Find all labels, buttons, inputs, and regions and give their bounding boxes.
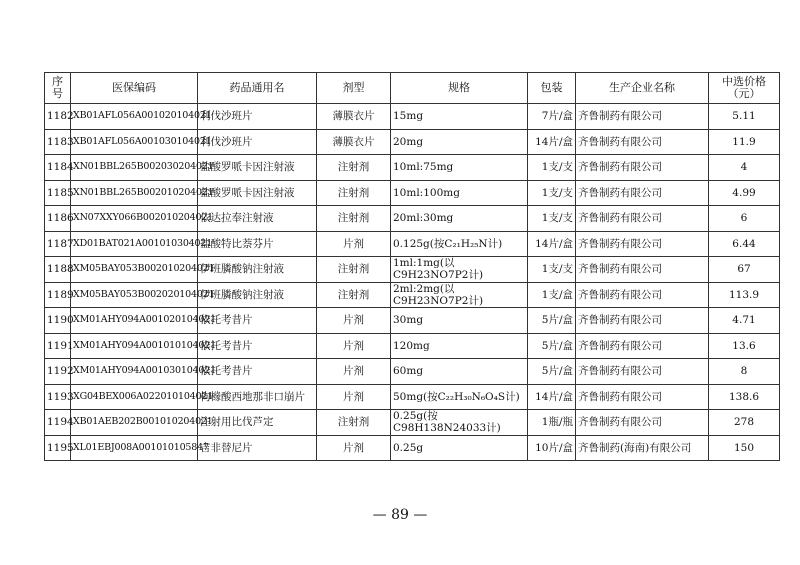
cell-price: 11.9	[709, 129, 780, 155]
cell-spec: 60mg	[391, 359, 528, 385]
cell-drug-name: 利伐沙班片	[198, 129, 317, 155]
cell-index: 1183	[45, 129, 71, 155]
table-row	[45, 333, 780, 359]
cell-package: 10片/盒	[528, 435, 576, 461]
cell-package: 1支/盒	[528, 282, 576, 308]
cell-drug-name: 依托考昔片	[198, 359, 317, 385]
cell-manufacturer: 齐鲁制药有限公司	[576, 333, 709, 359]
cell-index: 1192	[45, 359, 71, 385]
cell-spec: 15mg	[391, 104, 528, 130]
cell-code: XD01BAT021A001010304021	[71, 231, 198, 257]
header-spec: 规格	[391, 73, 528, 104]
cell-index: 1193	[45, 384, 71, 410]
cell-spec: 0.125g(按C₂₁H₂₅N计)	[391, 231, 528, 257]
drug-price-table	[44, 72, 780, 461]
cell-package: 5片/盒	[528, 308, 576, 334]
cell-price: 67	[709, 257, 780, 283]
cell-drug-name: 盐酸特比萘芬片	[198, 231, 317, 257]
cell-index: 1194	[45, 410, 71, 436]
cell-code: XM05BAY053B002020104021	[71, 282, 198, 308]
cell-index: 1189	[45, 282, 71, 308]
table-row	[45, 104, 780, 130]
header-code: 医保编码	[71, 73, 198, 104]
cell-package: 1支/支	[528, 155, 576, 181]
cell-price: 150	[709, 435, 780, 461]
page-number: — 89 —	[372, 507, 428, 523]
cell-dosage-form: 片剂	[317, 359, 391, 385]
header-dosage-form: 剂型	[317, 73, 391, 104]
table-row	[45, 129, 780, 155]
header-manufacturer: 生产企业名称	[576, 73, 709, 104]
table-header-row	[45, 73, 780, 104]
cell-drug-name: 伊班膦酸钠注射液	[198, 257, 317, 283]
cell-dosage-form: 注射剂	[317, 155, 391, 181]
cell-manufacturer: 齐鲁制药有限公司	[576, 155, 709, 181]
table-row	[45, 257, 780, 283]
cell-manufacturer: 齐鲁制药有限公司	[576, 180, 709, 206]
cell-code: XM01AHY094A001020104021	[71, 308, 198, 334]
cell-index: 1188	[45, 257, 71, 283]
table-row	[45, 308, 780, 334]
cell-price: 113.9	[709, 282, 780, 308]
cell-dosage-form: 注射剂	[317, 206, 391, 232]
cell-spec: 20ml:30mg	[391, 206, 528, 232]
cell-manufacturer: 齐鲁制药有限公司	[576, 231, 709, 257]
cell-manufacturer: 齐鲁制药有限公司	[576, 384, 709, 410]
cell-code: XN01BBL265B002010204021	[71, 180, 198, 206]
header-package: 包装	[528, 73, 576, 104]
cell-spec: 10ml:100mg	[391, 180, 528, 206]
cell-dosage-form: 片剂	[317, 308, 391, 334]
cell-code: XG04BEX006A022010104021	[71, 384, 198, 410]
cell-index: 1191	[45, 333, 71, 359]
cell-index: 1185	[45, 180, 71, 206]
cell-code: XN01BBL265B002030204021	[71, 155, 198, 181]
cell-dosage-form: 注射剂	[317, 282, 391, 308]
table-row	[45, 282, 780, 308]
cell-dosage-form: 片剂	[317, 384, 391, 410]
cell-dosage-form: 注射剂	[317, 257, 391, 283]
cell-drug-name: 依托考昔片	[198, 333, 317, 359]
cell-drug-name: 盐酸罗哌卡因注射液	[198, 180, 317, 206]
cell-package: 7片/盒	[528, 104, 576, 130]
table-row	[45, 155, 780, 181]
cell-price: 4.99	[709, 180, 780, 206]
cell-manufacturer: 齐鲁制药有限公司	[576, 359, 709, 385]
cell-manufacturer: 齐鲁制药有限公司	[576, 257, 709, 283]
cell-spec: 30mg	[391, 308, 528, 334]
cell-dosage-form: 注射剂	[317, 410, 391, 436]
cell-price: 6.44	[709, 231, 780, 257]
cell-manufacturer: 齐鲁制药有限公司	[576, 206, 709, 232]
cell-drug-name: 盐酸罗哌卡因注射液	[198, 155, 317, 181]
cell-dosage-form: 片剂	[317, 231, 391, 257]
cell-dosage-form: 薄膜衣片	[317, 104, 391, 130]
table-row	[45, 359, 780, 385]
table-row	[45, 410, 780, 436]
table-row	[45, 384, 780, 410]
cell-package: 14片/盒	[528, 384, 576, 410]
cell-code: XB01AFL056A001020104021	[71, 104, 198, 130]
cell-package: 1支/支	[528, 180, 576, 206]
cell-drug-name: 伊班膦酸钠注射液	[198, 282, 317, 308]
cell-spec: 120mg	[391, 333, 528, 359]
cell-manufacturer: 齐鲁制药有限公司	[576, 410, 709, 436]
cell-manufacturer: 齐鲁制药(海南)有限公司	[576, 435, 709, 461]
cell-price: 5.11	[709, 104, 780, 130]
cell-manufacturer: 齐鲁制药有限公司	[576, 129, 709, 155]
cell-spec: 2ml:2mg(以C9H23NO7P2计)	[391, 282, 528, 308]
cell-drug-name: 依达拉奉注射液	[198, 206, 317, 232]
cell-manufacturer: 齐鲁制药有限公司	[576, 282, 709, 308]
cell-index: 1186	[45, 206, 71, 232]
cell-code: XM01AHY094A001030104021	[71, 359, 198, 385]
cell-code: XL01EBJ008A001010105847	[71, 435, 198, 461]
cell-package: 1瓶/瓶	[528, 410, 576, 436]
table-row	[45, 435, 780, 461]
cell-code: XB01AFL056A001030104021	[71, 129, 198, 155]
cell-drug-name: 吉非替尼片	[198, 435, 317, 461]
cell-package: 5片/盒	[528, 333, 576, 359]
cell-dosage-form: 片剂	[317, 333, 391, 359]
cell-spec: 1ml:1mg(以C9H23NO7P2计)	[391, 257, 528, 283]
cell-spec: 0.25g	[391, 435, 528, 461]
cell-price: 4	[709, 155, 780, 181]
cell-index: 1182	[45, 104, 71, 130]
cell-manufacturer: 齐鲁制药有限公司	[576, 308, 709, 334]
cell-price: 138.6	[709, 384, 780, 410]
cell-code: XM01AHY094A001010104021	[71, 333, 198, 359]
cell-dosage-form: 片剂	[317, 435, 391, 461]
cell-drug-name: 依托考昔片	[198, 308, 317, 334]
cell-package: 14片/盒	[528, 129, 576, 155]
cell-spec: 20mg	[391, 129, 528, 155]
cell-price: 8	[709, 359, 780, 385]
header-price: 中选价格（元）	[709, 73, 780, 104]
cell-index: 1195	[45, 435, 71, 461]
cell-index: 1184	[45, 155, 71, 181]
table-row	[45, 180, 780, 206]
cell-package: 14片/盒	[528, 231, 576, 257]
cell-code: XM05BAY053B002010204021	[71, 257, 198, 283]
cell-dosage-form: 薄膜衣片	[317, 129, 391, 155]
cell-price: 4.71	[709, 308, 780, 334]
cell-index: 1187	[45, 231, 71, 257]
cell-drug-name: 利伐沙班片	[198, 104, 317, 130]
header-index: 序号	[45, 73, 71, 104]
cell-drug-name: 枸橼酸西地那非口崩片	[198, 384, 317, 410]
cell-spec: 10ml:75mg	[391, 155, 528, 181]
cell-spec: 0.25g(按C98H138N24033计)	[391, 410, 528, 436]
table-row	[45, 231, 780, 257]
cell-package: 5片/盒	[528, 359, 576, 385]
cell-drug-name: 注射用比伐芦定	[198, 410, 317, 436]
cell-manufacturer: 齐鲁制药有限公司	[576, 104, 709, 130]
cell-package: 1支/支	[528, 257, 576, 283]
cell-spec: 50mg(按C₂₂H₃₀N₆O₄S计)	[391, 384, 528, 410]
cell-price: 278	[709, 410, 780, 436]
cell-price: 6	[709, 206, 780, 232]
cell-dosage-form: 注射剂	[317, 180, 391, 206]
cell-package: 1支/支	[528, 206, 576, 232]
cell-code: XB01AEB202B001010204021	[71, 410, 198, 436]
header-drug-name: 药品通用名	[198, 73, 317, 104]
cell-index: 1190	[45, 308, 71, 334]
cell-code: XN07XXY066B002010204021	[71, 206, 198, 232]
cell-price: 13.6	[709, 333, 780, 359]
table-row	[45, 206, 780, 232]
